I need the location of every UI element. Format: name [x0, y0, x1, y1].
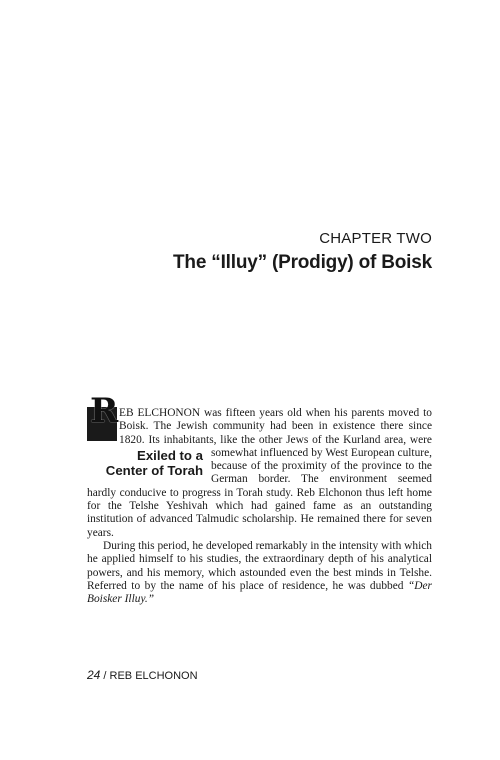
side-heading-line-1: Exiled to a [137, 447, 203, 463]
side-heading [87, 448, 203, 478]
ornamental-dropcap [87, 407, 117, 441]
chapter-label: CHAPTER TWO [319, 230, 432, 247]
dropcap-frame [89, 408, 91, 422]
body-text [87, 407, 432, 606]
paragraph-1 [87, 407, 432, 540]
running-head: REB ELCHONON [109, 670, 198, 682]
page-footer [87, 668, 198, 682]
paragraph-1-text: EB ELCHONON was fifteen years old when his parents moved to Boisk. The Jewish community had been in existence there since 1820. Its inhabitants, like the other Jews of the Kurland area, Exiled to a Center of Torah were somewhat influenced by West European culture, because of the proximity of the province to the German border. The environment seemed hardly conducive to progress in Torah study. Reb Elchonon thus left home for the Telshe Yeshivah which had gained fame as an outstanding institution of advanced Talmudic scholarship. He remained there for seven years. [87, 407, 432, 539]
side-heading-line-2: Center of Torah [105, 462, 203, 478]
paragraph-2 [87, 540, 432, 606]
chapter-title: The “Illuy” (Prodigy) of Boisk [173, 252, 432, 273]
page-number: 24 [87, 668, 101, 682]
footer-separator: / [100, 670, 110, 682]
nickname-quote: “Der Boisker Illuy.” [87, 579, 432, 606]
paragraph-2-text: During this period, he developed remarkably in the intensity with which he applied himself to his studies, the extraordinary depth of his analytical powers, and his memory, which astounded even the best minds in Telshe. Referred to by the name of his place of residence, he was dubbed [87, 539, 432, 592]
